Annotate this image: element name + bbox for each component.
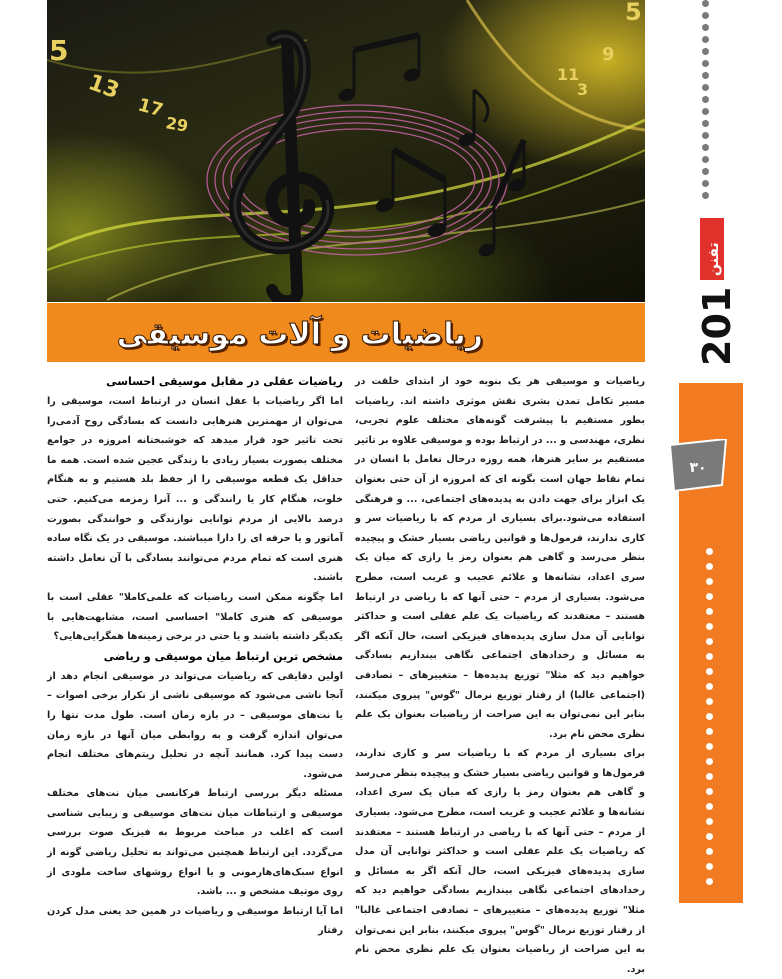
- brand-tag: تفنن: [706, 242, 722, 276]
- article-column-right: [355, 372, 645, 979]
- clock-number: 5: [49, 34, 69, 67]
- brand-number: 201: [695, 286, 739, 366]
- title-bar: [47, 303, 645, 362]
- banner-image: [47, 0, 645, 302]
- dotted-rule-top: [702, 0, 710, 204]
- paragraph: ریاضیات و موسیقی هر یک بنوبه خود از ابتدای خلقت در مسیر تکامل تمدن بشری نقش موثری داشته اند. ریاضیات بطور مستقیم با پیشرفت گونه‌های مختلف علوم تجربی، نظری، مهندسی و ... در ارتباط بوده و موسیقی علاوه بر تاثیر مستقیم بر سایر هنرها، همه روزه درحال تعامل با انسان در تمام نقاط جهان است بگونه ای که امروزه از آن حتی بعنوان یک ابزار برای جهت دادن به پدیده‌های اجتماعی، ... و فرهنگی استفاده می‌شود.برای بسیاری از مردم که با ریاضیات سر و کاری ندارند، فرمول‌ها و قوانین ریاضی بسیار خشک و پیچیده بنظر می‌رسد و گاهی هم بعنوان رمز یا رازی که میان یک سری اعداد، نشانه‌ها و علائم عجیب و غریب است، مطرح می‌شود. بسیاری از مردم – حتی آنها که با ریاضی در ارتباط هستند – معتقدند که ریاضیات یک علم عقلی است و حداکثر توانایی آن مدل سازی پدیده‌های فیزیکی است، حال آنکه اگر به مسائل و رخدادهای اجتماعی نگاهی بیندازیم بسادگی خواهیم دید که مثلا" توزیع پدیده‌ها – متغییرهای – تصادفی (اجتماعی غالبا) از رفتار توزیع نرمال "گوس" پیروی میکنند، بنابر این نمی‌توان به این صراحت از ریاضیات بعنوان یک علم نظری محض نام برد.: [354, 376, 645, 740]
- clock-number: 9: [602, 44, 615, 65]
- magazine-brand: [686, 214, 746, 374]
- clock-number: 17: [135, 94, 166, 122]
- music-illustration: [47, 0, 645, 302]
- dotted-rule-bottom: [706, 548, 714, 893]
- page-number: ۳۰: [689, 460, 707, 476]
- page-number-badge: [668, 439, 728, 491]
- paragraph: اما آیا ارتباط موسیقی و ریاضیات در همین حد یعنی مدل کردن رفتار: [47, 905, 343, 937]
- article-title: ریاضیات و آلات موسیقی: [116, 317, 483, 352]
- clock-number: 29: [164, 113, 190, 136]
- clock-number: 3: [577, 80, 589, 99]
- paragraph: اما چگونه ممکن است ریاضیات که علمی‌کاملا" عقلی است با موسیقی که هنری کاملا" احساسی است، مشابهت‌هایی با یکدیگر داشته باشند و یا حتی در برخی زمینه‌ها همگرایی‌هایی؟: [47, 591, 343, 643]
- article-column-left: [47, 372, 343, 941]
- clock-number: 11: [557, 65, 580, 84]
- clock-number: 13: [84, 70, 123, 105]
- section-heading: مشخص ترین ارتباط میان موسیقی و ریاضی: [103, 649, 343, 663]
- paragraph: اما اگر ریاضیات با عقل انسان در ارتباط است، موسیقی را می‌توان از مهمترین هنرهایی دانست که بسادگی روح آدمی‌را تحت تاثیر خود قرار میدهد که خوشبختانه امروزه در جوامع مختلف بصورت بسیار زیادی با زندگی عجین شده است. همه ما حداقل یک قطعه موسیقی را از حفظ بلد هستیم و به هنگام خلوت، هنگام کار یا رانندگی و ... آنرا زمزمه می‌کنیم. حتی درصد بالایی از مردم توانایی نوازندگی و خوانندگی بصورت آماتور و یا حرفه ای را دارا میباشند. موسیقی در یک نگاه ساده هنری است که تمام مردم می‌توانند بسادگی با آن تعامل داشته باشند.: [47, 396, 343, 584]
- paragraph: برای بسیاری از مردم که با ریاضیات سر و کاری ندارند، فرمول‌ها و قوانین ریاضی بسیار خشک و پیچیده بنظر می‌رسد و گاهی هم بعنوان رمز یا رازی که میان یک سری اعداد، نشانه‌ها و علائم عجیب و غریب است، مطرح می‌شود. بسیاری از مردم – حتی آنها که با ریاضی در ارتباط هستند – معتقدند که ریاضیات یک علم عقلی است و حداکثر توانایی آن مدل سازی پدیده‌های فیزیکی است، حال آنکه اگر به مسائل و رخدادهای اجتماعی نگاهی بیندازیم بسادگی خواهیم دید که مثلا" توزیع پدیده‌های – متغییرهای – تصادفی اجتماعی غالبا" از رفتار توزیع نرمال "گوس" پیروی میکنند، بنابر این نمی‌توان به این صراحت از ریاضیات بعنوان یک علم نظری محض نام برد.: [355, 748, 645, 975]
- section-heading: ریاضیات عقلی در مقابل موسیقی احساسی: [106, 375, 343, 388]
- paragraph: مسئله دیگر بررسی ارتباط فرکانسی میان نت‌های مختلف موسیقی و ارتباطات میان نت‌های موسیقی و زیبایی شناسی است که اغلب در مباحث مربوط به فیزیک صوت بررسی می‌گردد. این ارتباط همچنین می‌تواند به تحلیل ریاضی گونه از انواع سبک‌های‌هارمونی و یا انواع روشهای ساخت ملودی از روی موتیف مشخص و ... باشد.: [47, 788, 343, 898]
- clock-number: 5: [625, 0, 642, 26]
- paragraph: اولین دقایقی که ریاضیات می‌تواند در موسیقی انجام دهد از آنجا ناشی می‌شود که موسیقی ناشی از تکرار برخی اصوات – یا نت‌های موسیقی – در بازه زمان است. طول مدت نتها را می‌توان اندازه گرفت و به روابطی میان آنها در بازه زمان دست پیدا کرد. همانند آنچه در تحلیل ریتم‌های مختلف انجام می‌شود.: [47, 670, 343, 780]
